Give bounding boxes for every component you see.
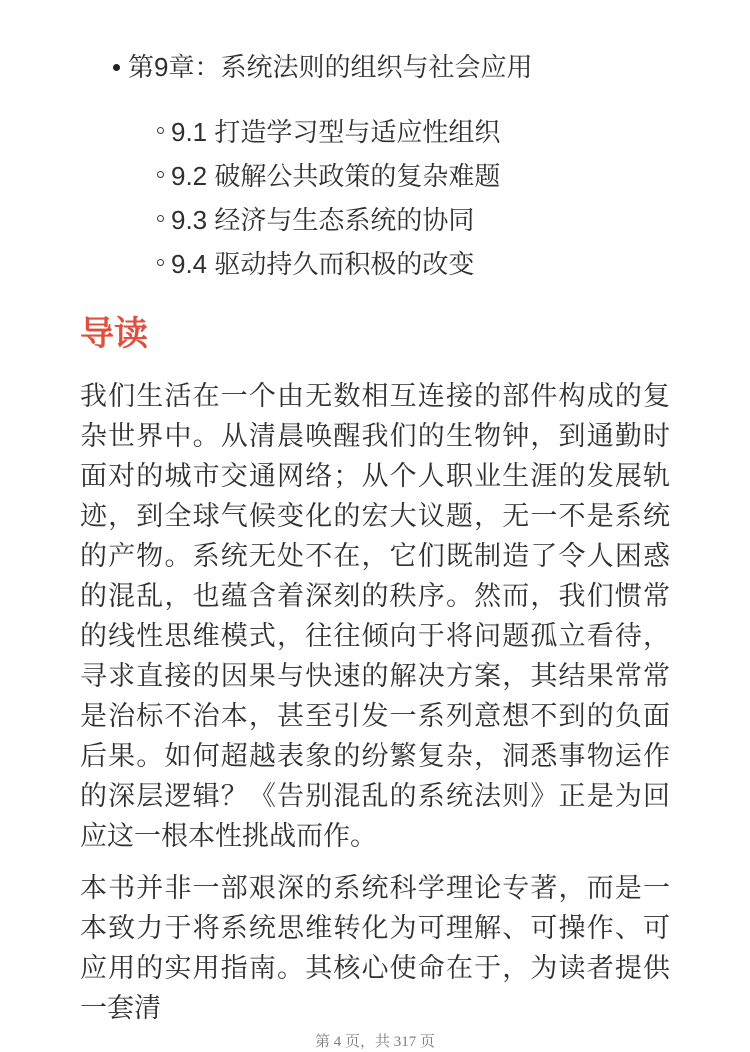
toc-section-item-9-2 [0, 152, 750, 196]
intro-paragraph-1: 我们生活在一个由无数相互连接的部件构成的复杂世界中。从清晨唤醒我们的生物钟，到通勤时面对的城市交通网络；从个人职业生涯的发展轨迹，到全球气候变化的宏大议题，无一不是系统的产物。系统无处不在，它们既制造了令人困惑的混乱，也蕴含着深刻的秩序。然而，我们惯常的线性思维模式，往往倾向于将问题孤立看待，寻求直接的因果与快速的解决方案，其结果常常是治标不治本，甚至引发一系列意想不到的负面后果。如何超越表象的纷繁复杂，洞悉事物运作的深层逻辑？《告别混乱的系统法则》正是为回应这一根本性挑战而作。 [80, 381, 670, 851]
toc-section-label: 9.4 驱动持久而积极的改变 [171, 248, 475, 279]
document-page [0, 50, 750, 1050]
toc-list [0, 50, 750, 84]
toc-section-item-9-1 [0, 108, 750, 152]
bullet-circle-icon [157, 259, 164, 266]
bullet-circle-icon [157, 171, 164, 178]
toc-section-label: 9.1 打造学习型与适应性组织 [171, 116, 501, 147]
bullet-disc-icon [113, 64, 120, 71]
toc-section-label: 9.2 破解公共政策的复杂难题 [171, 160, 501, 191]
section-heading: 导读 [80, 315, 148, 353]
toc-sub-list [0, 108, 750, 284]
page-footer [0, 1032, 750, 1052]
toc-chapter-label: 第9章：系统法则的组织与社会应用 [128, 52, 533, 82]
bullet-circle-icon [157, 127, 164, 134]
page-indicator: 第 4 页，共 317 页 [314, 1034, 435, 1050]
bullet-circle-icon [157, 215, 164, 222]
intro-paragraph-2: 本书并非一部艰深的系统科学理论专著，而是一本致力于将系统思维转化为可理解、可操作、可应用的实用指南。其核心使命在于，为读者提供一套清 [80, 873, 670, 1023]
toc-section-item-9-4 [0, 240, 750, 284]
toc-chapter-item [0, 50, 750, 84]
toc-section-label: 9.3 经济与生态系统的协同 [171, 204, 475, 235]
toc-section-item-9-3 [0, 196, 750, 240]
